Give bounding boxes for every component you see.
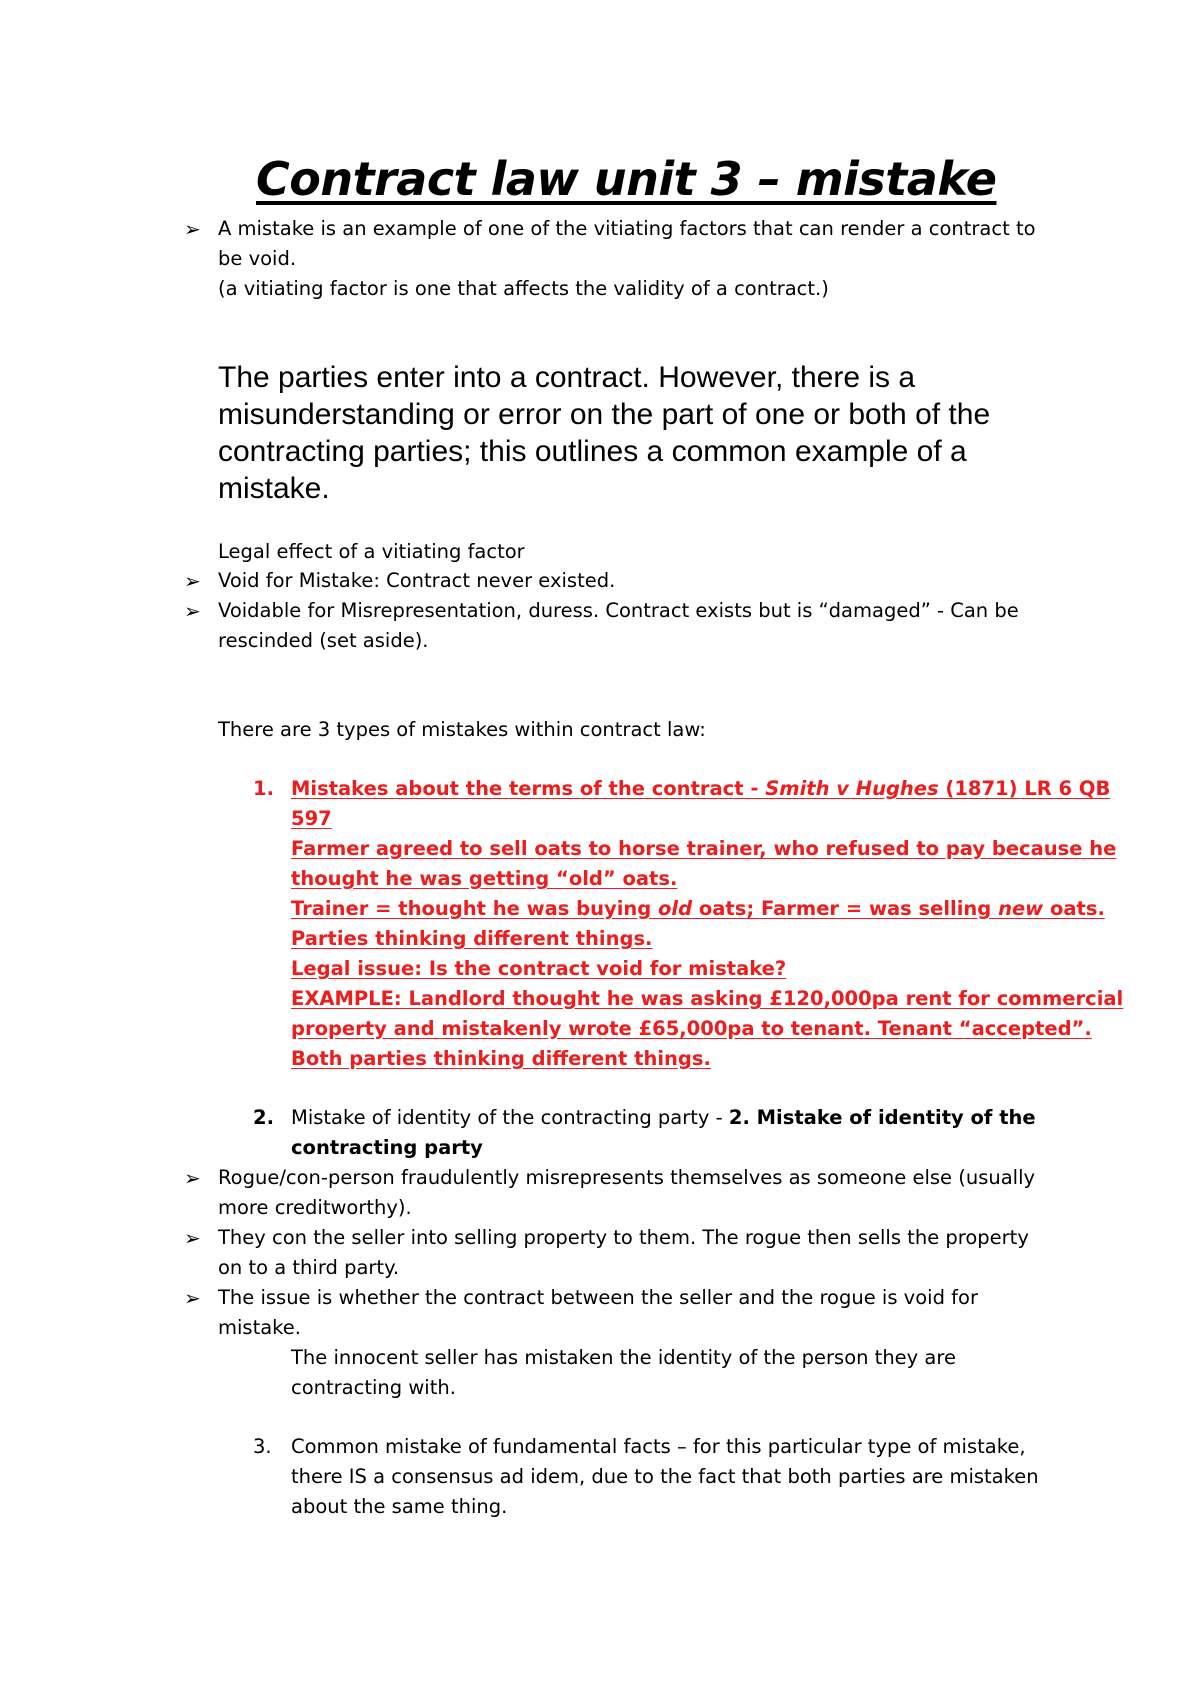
legal-effect-heading: Legal effect of a vitiating factor bbox=[218, 540, 525, 563]
void-line: Void for Mistake: Contract never existed. bbox=[218, 569, 616, 592]
item-3-number: 3. bbox=[253, 1435, 272, 1458]
document-title: Contract law unit 3 – mistake bbox=[256, 152, 997, 206]
voidable-line-1: Voidable for Misrepresentation, duress. Contract exists but is “damaged” - Can be bbox=[218, 599, 1019, 622]
types-intro: There are 3 types of mistakes within contract law: bbox=[218, 718, 706, 741]
arrow-bullet-icon: ➢ bbox=[184, 1286, 201, 1310]
item-3-line-2: there IS a consensus ad idem, due to the fact that both parties are mistaken bbox=[291, 1465, 1039, 1488]
intro-line-3: (a vitiating factor is one that affects the validity of a contract.) bbox=[218, 277, 829, 300]
item-1-line-5-a: Trainer = thought he was buying bbox=[291, 897, 659, 920]
intro-line-1: A mistake is an example of one of the vitiating factors that can render a contract to bbox=[218, 217, 1036, 240]
rogue-line-2: more creditworthy). bbox=[218, 1196, 412, 1219]
arrow-bullet-icon: ➢ bbox=[184, 569, 201, 593]
innocent-seller-line-2: contracting with. bbox=[291, 1376, 456, 1399]
item-1-line-9: property and mistakenly wrote £65,000pa to tenant. Tenant “accepted”. bbox=[291, 1017, 1092, 1040]
item-1-new-word: new bbox=[998, 897, 1044, 920]
item-1-line-2: 597 bbox=[291, 807, 332, 830]
item-1-line-3: Farmer agreed to sell oats to horse trainer, who refused to pay because he bbox=[291, 837, 1117, 860]
item-1-line-10: Both parties thinking different things. bbox=[291, 1047, 711, 1070]
arrow-bullet-icon: ➢ bbox=[184, 1226, 201, 1250]
case-citation: (1871) LR 6 QB bbox=[938, 777, 1111, 800]
innocent-seller-line-1: The innocent seller has mistaken the identity of the person they are bbox=[291, 1346, 956, 1369]
arrow-bullet-icon: ➢ bbox=[184, 599, 201, 623]
item-1-heading: Mistakes about the terms of the contract - bbox=[291, 777, 766, 800]
case-name: Smith v Hughes bbox=[765, 777, 939, 800]
item-1-line-7: Legal issue: Is the contract void for mistake? bbox=[291, 957, 787, 980]
item-1-number: 1. bbox=[253, 777, 274, 800]
item-1-line-4: thought he was getting “old” oats. bbox=[291, 867, 678, 890]
issue-line-2: mistake. bbox=[218, 1316, 301, 1339]
item-1-line-5 bbox=[291, 894, 1105, 924]
item-2-line-1 bbox=[291, 1103, 1036, 1133]
con-line-2: on to a third party. bbox=[218, 1256, 400, 1279]
big-paragraph-line-2: misunderstanding or error on the part of one or both of the bbox=[218, 398, 991, 431]
con-line-1: They con the seller into selling property to them. The rogue then sells the property bbox=[218, 1226, 1029, 1249]
big-paragraph-line-4: mistake. bbox=[218, 472, 330, 505]
item-2-number: 2. bbox=[253, 1106, 274, 1129]
voidable-line-2: rescinded (set aside). bbox=[218, 629, 429, 652]
item-2-bold-heading: 2. Mistake of identity of the bbox=[728, 1106, 1036, 1129]
item-2-line-2: contracting party bbox=[291, 1136, 483, 1159]
item-2-heading: Mistake of identity of the contracting party - bbox=[291, 1106, 729, 1129]
item-3-line-1: Common mistake of fundamental facts – for this particular type of mistake, bbox=[291, 1435, 1026, 1458]
item-3-line-3: about the same thing. bbox=[291, 1495, 508, 1518]
item-1-line-6: Parties thinking different things. bbox=[291, 927, 653, 950]
issue-line-1: The issue is whether the contract between the seller and the rogue is void for bbox=[218, 1286, 978, 1309]
item-1-old-word: old bbox=[658, 897, 693, 920]
arrow-bullet-icon: ➢ bbox=[184, 1166, 201, 1190]
item-1-line-8: EXAMPLE: Landlord thought he was asking £120,000pa rent for commercial bbox=[291, 987, 1124, 1010]
big-paragraph-line-1: The parties enter into a contract. However, there is a bbox=[218, 361, 916, 394]
item-1-line-5-c: oats. bbox=[1043, 897, 1105, 920]
intro-line-2: be void. bbox=[218, 247, 297, 270]
arrow-bullet-icon: ➢ bbox=[184, 217, 201, 241]
item-1-line-5-b: oats; Farmer = was selling bbox=[692, 897, 999, 920]
rogue-line-1: Rogue/con-person fraudulently misrepresents themselves as someone else (usually bbox=[218, 1166, 1036, 1189]
big-paragraph-line-3: contracting parties; this outlines a common example of a bbox=[218, 435, 967, 468]
item-1-line-1 bbox=[291, 774, 1110, 804]
